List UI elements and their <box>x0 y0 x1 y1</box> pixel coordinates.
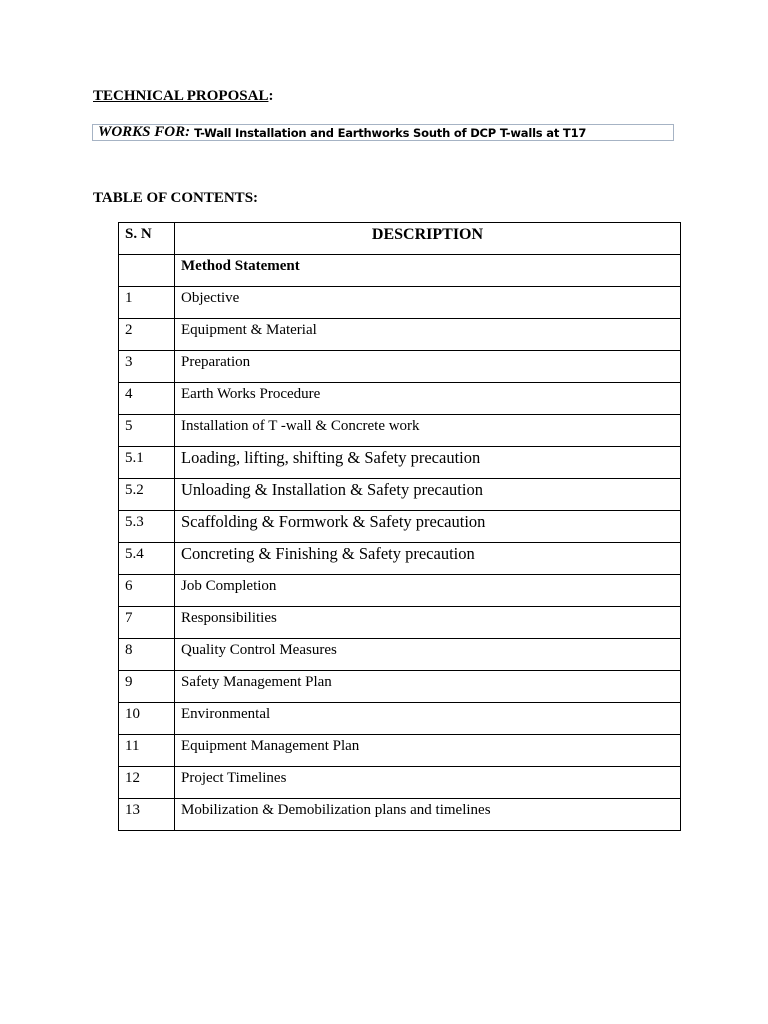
toc-row-number: 13 <box>119 799 175 831</box>
title-text: TECHNICAL PROPOSAL <box>93 88 269 104</box>
toc-row-number: 5.2 <box>119 479 175 511</box>
toc-row <box>119 479 681 511</box>
works-for-box <box>92 124 674 141</box>
toc-row-description: Equipment & Material <box>175 319 681 351</box>
toc-row-description: Equipment Management Plan <box>175 735 681 767</box>
toc-row <box>119 671 681 703</box>
toc-row-description: Objective <box>175 287 681 319</box>
toc-row-description: Unloading & Installation & Safety precaution <box>175 479 681 511</box>
toc-row-description: Scaffolding & Formwork & Safety precaution <box>175 511 681 543</box>
toc-row <box>119 287 681 319</box>
toc-row <box>119 415 681 447</box>
toc-row-description: Responsibilities <box>175 607 681 639</box>
toc-heading: TABLE OF CONTENTS: <box>93 190 259 206</box>
toc-row <box>119 639 681 671</box>
toc-row-description: Quality Control Measures <box>175 639 681 671</box>
toc-row-number: 4 <box>119 383 175 415</box>
toc-row <box>119 511 681 543</box>
works-for-text: T-Wall Installation and Earthworks South of DCP T-walls at T17 <box>194 125 587 140</box>
toc-row-number: 1 <box>119 287 175 319</box>
toc-row <box>119 575 681 607</box>
sn-column-header: S. N <box>119 223 175 255</box>
toc-row-description: Mobilization & Demobilization plans and timelines <box>175 799 681 831</box>
toc-row <box>119 383 681 415</box>
toc-row-number: 11 <box>119 735 175 767</box>
toc-row-number: 5.3 <box>119 511 175 543</box>
toc-row <box>119 767 681 799</box>
toc-row <box>119 735 681 767</box>
toc-row-number: 5 <box>119 415 175 447</box>
toc-row-number: 7 <box>119 607 175 639</box>
document-title <box>93 88 273 105</box>
toc-row-description: Preparation <box>175 351 681 383</box>
toc-row <box>119 255 681 287</box>
toc-row-description: Installation of T -wall & Concrete work <box>175 415 681 447</box>
toc-row-number: 12 <box>119 767 175 799</box>
toc-row <box>119 447 681 479</box>
title-colon: : <box>268 88 274 104</box>
toc-row-number: 5.1 <box>119 447 175 479</box>
toc-row-description: Method Statement <box>175 255 681 287</box>
toc-row-number: 6 <box>119 575 175 607</box>
toc-row-description: Project Timelines <box>175 767 681 799</box>
toc-row-description: Loading, lifting, shifting & Safety precaution <box>175 447 681 479</box>
toc-row <box>119 319 681 351</box>
toc-row-number: 3 <box>119 351 175 383</box>
toc-row-number: 9 <box>119 671 175 703</box>
toc-row <box>119 607 681 639</box>
toc-row-number: 5.4 <box>119 543 175 575</box>
toc-table <box>118 222 681 831</box>
toc-row <box>119 351 681 383</box>
toc-row-description: Safety Management Plan <box>175 671 681 703</box>
toc-row <box>119 799 681 831</box>
toc-header-row <box>119 223 681 255</box>
toc-row <box>119 543 681 575</box>
toc-row-description: Environmental <box>175 703 681 735</box>
toc-row-description: Job Completion <box>175 575 681 607</box>
toc-row-number: 10 <box>119 703 175 735</box>
toc-row-number: 2 <box>119 319 175 351</box>
toc-row-number <box>119 255 175 287</box>
toc-row-description: Concreting & Finishing & Safety precaution <box>175 543 681 575</box>
description-column-header: DESCRIPTION <box>175 223 681 255</box>
toc-row-description: Earth Works Procedure <box>175 383 681 415</box>
toc-row-number: 8 <box>119 639 175 671</box>
toc-row <box>119 703 681 735</box>
works-for-label: WORKS FOR: <box>98 124 191 140</box>
toc-body <box>119 255 681 831</box>
